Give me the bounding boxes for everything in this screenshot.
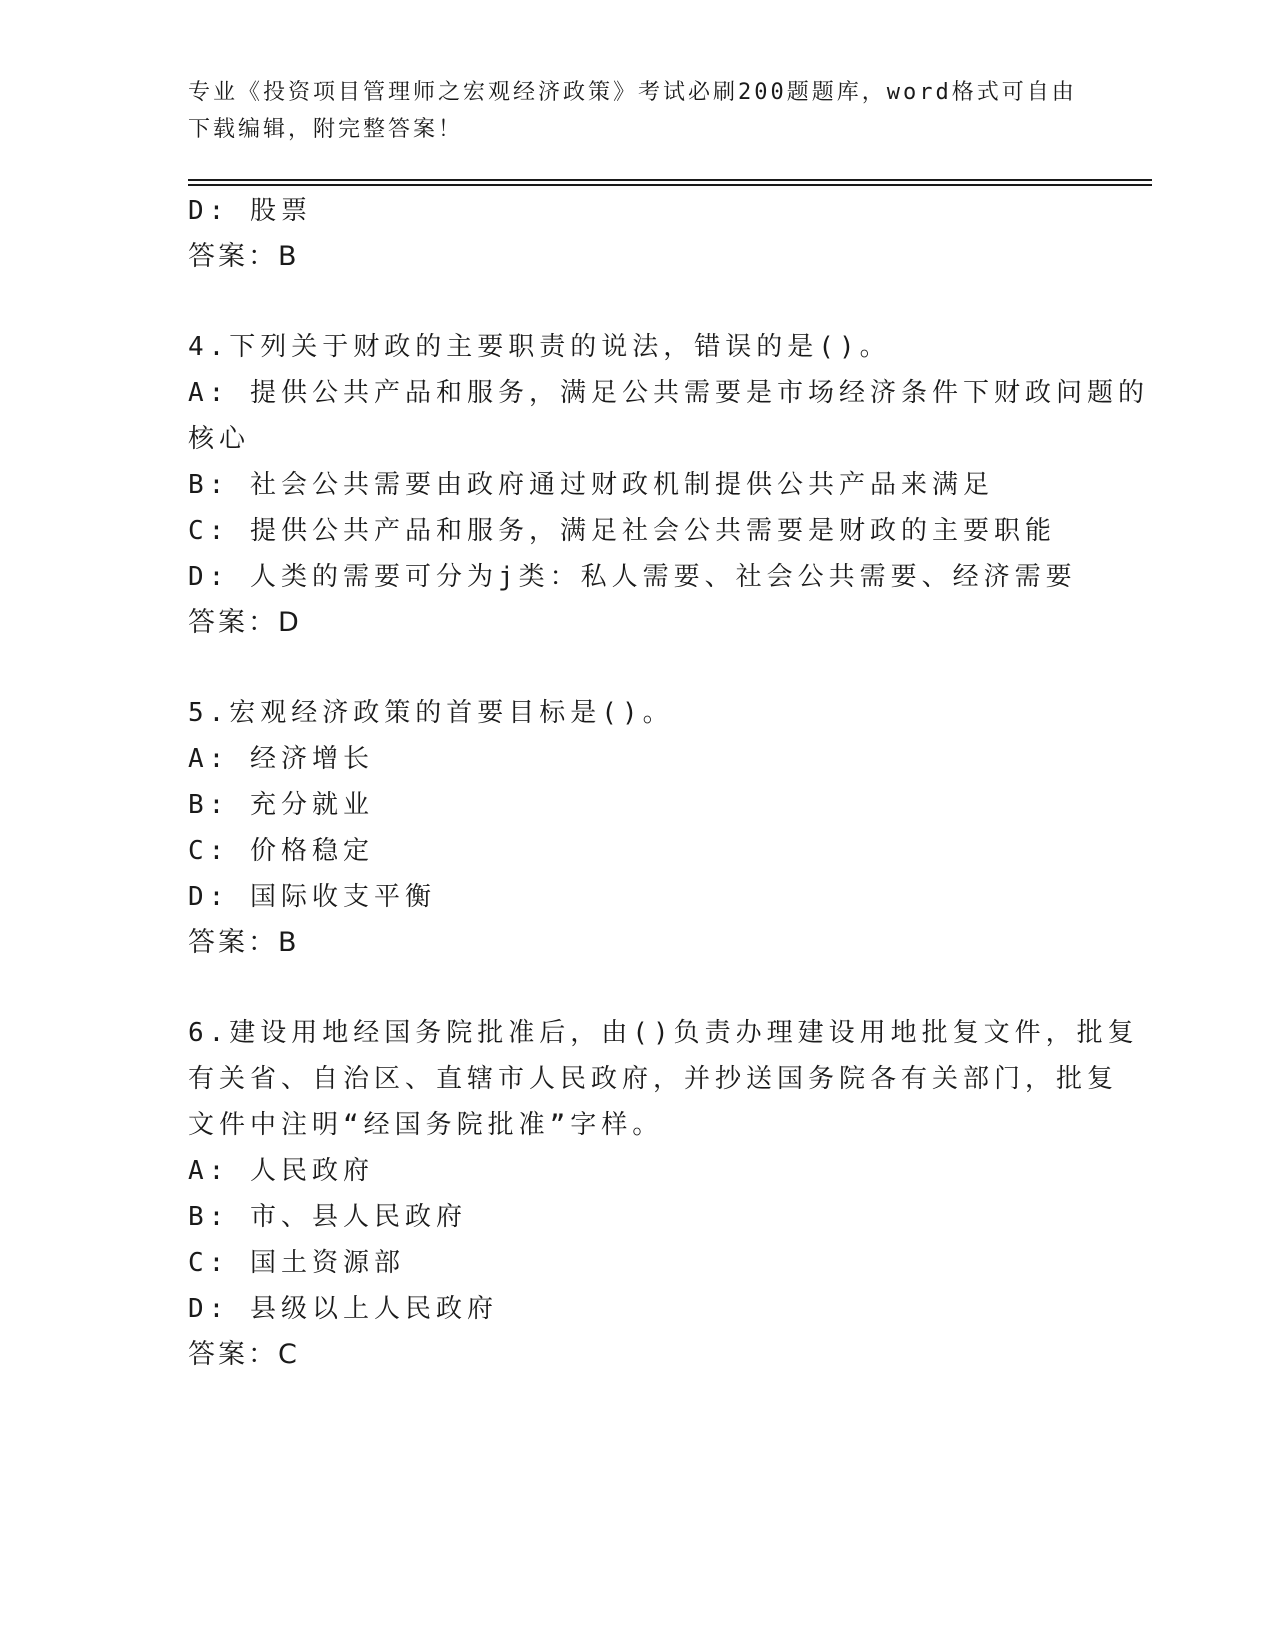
answer-label: 答案：C <box>188 1339 300 1370</box>
question-5 <box>188 690 1088 966</box>
option-c: C: 国土资源部 <box>188 1248 405 1278</box>
answer-label: 答案：B <box>188 927 300 958</box>
option-b: B: 社会公共需要由政府通过财政机制提供公共产品来满足 <box>188 470 994 500</box>
option-a: A: 经济增长 <box>188 744 374 774</box>
option-d: D: 国际收支平衡 <box>188 882 436 912</box>
question-3-fragment <box>188 188 1088 280</box>
question-text-line-1: 6.建设用地经国务院批准后，由()负责办理建设用地批复文件，批复 <box>188 1018 1139 1048</box>
header-rule-bottom <box>188 184 1152 186</box>
option-a: A: 提供公共产品和服务，满足公共需要是市场经济条件下财政问题的 <box>188 378 1149 408</box>
option-c: C: 价格稳定 <box>188 836 374 866</box>
option-d: D: 县级以上人民政府 <box>188 1294 498 1324</box>
question-text: 4.下列关于财政的主要职责的说法，错误的是()。 <box>188 332 891 362</box>
option-a: A: 人民政府 <box>188 1156 374 1186</box>
option-b: B: 市、县人民政府 <box>188 1202 467 1232</box>
option-d: D: 人类的需要可分为j类：私人需要、社会公共需要、经济需要 <box>188 562 1077 592</box>
question-text: 5.宏观经济政策的首要目标是()。 <box>188 698 674 728</box>
question-6 <box>188 1010 1139 1378</box>
option-b: B: 充分就业 <box>188 790 374 820</box>
question-4 <box>188 324 1149 646</box>
option-d: D: 股票 <box>188 196 312 226</box>
spacer <box>188 646 1088 690</box>
answer-label: 答案：D <box>188 607 302 638</box>
header-text: 专业《投资项目管理师之宏观经济政策》考试必刷200题题库，word格式可自由下载编辑，附完整答案！ <box>188 80 1077 142</box>
question-text-line-2: 有关省、自治区、直辖市人民政府，并抄送国务院各有关部门，批复 <box>188 1064 1119 1094</box>
header-rule-top <box>188 179 1152 181</box>
option-a-continued: 核心 <box>188 424 251 454</box>
answer-label: 答案：B <box>188 241 300 272</box>
option-c: C: 提供公共产品和服务，满足社会公共需要是财政的主要职能 <box>188 516 1056 546</box>
spacer <box>188 280 1088 324</box>
document-header <box>188 74 1088 148</box>
spacer <box>188 966 1088 1010</box>
question-list <box>188 188 1149 1378</box>
question-text-line-3: 文件中注明“经国务院批准”字样。 <box>188 1110 664 1140</box>
